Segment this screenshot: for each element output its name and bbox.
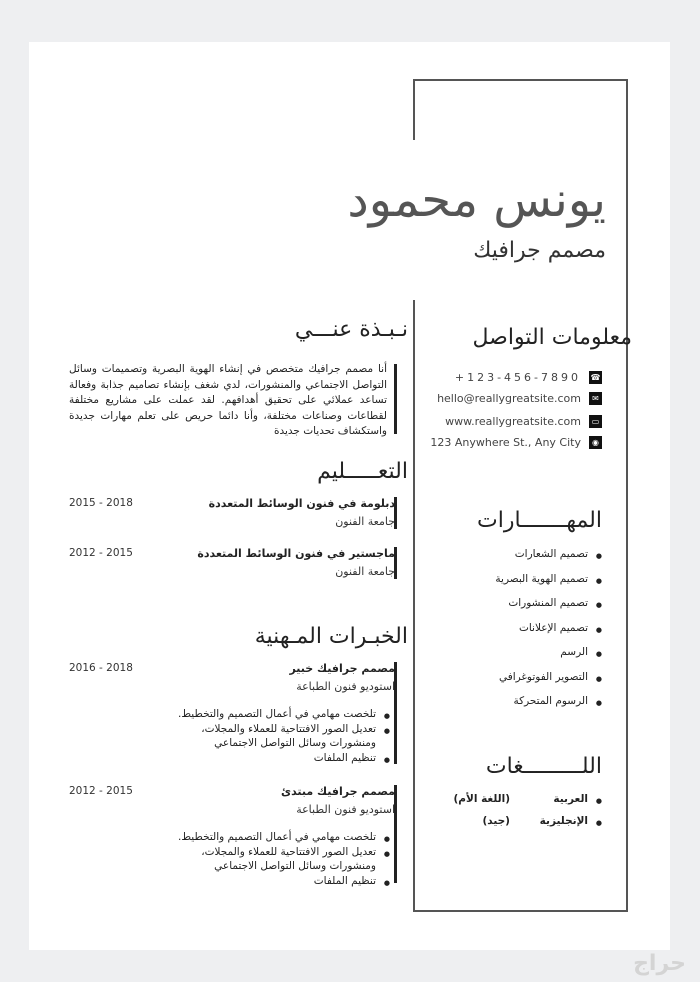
job-company: استوديو فنون الطباعة xyxy=(296,803,395,816)
job-bullets xyxy=(170,830,390,888)
contact-address: 123 Anywhere St., Any City ◉ xyxy=(430,434,602,450)
skill-item: ● التصوير الفوتوغرافي xyxy=(495,665,602,690)
contact-email: hello@reallygreatsite.com ✉ xyxy=(437,390,602,406)
job-title: مصمم جرافيك خبير xyxy=(289,662,395,675)
education-school: جامعة الفنون xyxy=(335,565,395,578)
education-degree: ماجستير في فنون الوسائط المتعددة xyxy=(197,547,395,560)
job-bullets xyxy=(170,707,390,765)
location-pin-icon: ◉ xyxy=(589,436,602,449)
education-degree: دبلومة في فنون الوسائط المتعددة xyxy=(208,497,395,510)
languages-title: اللـــــــــغات xyxy=(485,754,602,779)
education-dates: 2012 - 2015 xyxy=(69,547,133,559)
resume-page xyxy=(29,42,670,950)
skill-item: ● الرسوم المتحركة xyxy=(495,689,602,714)
job-bullet: ● تنظيم الملفات xyxy=(170,751,390,766)
skills-title: المهـــــــارات xyxy=(477,508,602,533)
contact-phone: +123-456-7890 ☎ xyxy=(454,370,601,384)
skill-item: ● الرسم xyxy=(495,640,602,665)
job-dates: 2012 - 2015 xyxy=(69,785,133,797)
skill-item: ● تصميم الشعارات xyxy=(495,542,602,567)
monitor-icon: ▭ xyxy=(589,415,602,428)
language-item xyxy=(454,810,603,832)
skill-item: ● تصميم الهوية البصرية xyxy=(495,567,602,592)
job-bullet: ● تعديل الصور الافتتاحية للعملاء والمجلات، ومنشورات وسائل التواصل الاجتماعي xyxy=(170,722,390,751)
about-title: نـبـذة عنـــي xyxy=(294,317,408,342)
contact-website: www.reallygreatsite.com ▭ xyxy=(445,413,602,429)
job-bullet: ● تلخصت مهامي في أعمال التصميم والتخطيط. xyxy=(170,707,390,722)
language-item xyxy=(454,788,603,810)
skill-item: ● تصميم الإعلانات xyxy=(495,616,602,641)
language-name: ● الإنجليزية xyxy=(539,815,588,827)
job-company: استوديو فنون الطباعة xyxy=(296,680,395,693)
education-dates: 2015 - 2018 xyxy=(69,497,133,509)
watermark-logo: حراج xyxy=(633,951,686,976)
experience-bar xyxy=(394,662,397,764)
language-name: ● العربية xyxy=(553,793,588,805)
job-title: مصمم جرافيك مبتدئ xyxy=(280,785,395,798)
languages-list xyxy=(454,788,603,832)
about-text: أنا مصمم جرافيك متخصص في إنشاء الهوية البصرية وتصميمات وسائل التواصل الاجتماعي والمنشورات، لدي شغف بإنشاء تصاميم جذابة وفعالة تساعد عملائي على تحقيق أهدافهم. لقد عملت على مشاريع مختلفة لقطاعات وصناعات مختلفة، وأنا دائما حريص على تعلم مهارات جديدة واستكشاف تحديات جديدة xyxy=(69,363,387,437)
job-bullet: ● تنظيم الملفات xyxy=(170,874,390,889)
job-bullet: ● تلخصت مهامي في أعمال التصميم والتخطيط. xyxy=(170,830,390,845)
person-name: يونس محمود xyxy=(347,172,606,228)
contact-title: معلومات التواصل xyxy=(472,325,632,350)
language-level: (جيد) xyxy=(482,815,510,827)
skill-item: ● تصميم المنشورات xyxy=(495,591,602,616)
experience-title: الخبـرات المـهنية xyxy=(254,624,408,649)
job-bullet: ● تعديل الصور الافتتاحية للعملاء والمجلات، ومنشورات وسائل التواصل الاجتماعي xyxy=(170,845,390,874)
language-level: (اللغة الأم) xyxy=(453,793,510,805)
job-dates: 2016 - 2018 xyxy=(69,662,133,674)
phone-icon: ☎ xyxy=(590,372,601,382)
person-role: مصمم جرافيك xyxy=(473,238,606,263)
experience-bar xyxy=(394,785,397,883)
education-school: جامعة الفنون xyxy=(335,515,395,528)
about-bar xyxy=(394,364,397,434)
education-title: التعـــــليم xyxy=(317,459,408,484)
mail-icon: ✉ xyxy=(589,392,602,405)
skills-list xyxy=(495,542,602,714)
